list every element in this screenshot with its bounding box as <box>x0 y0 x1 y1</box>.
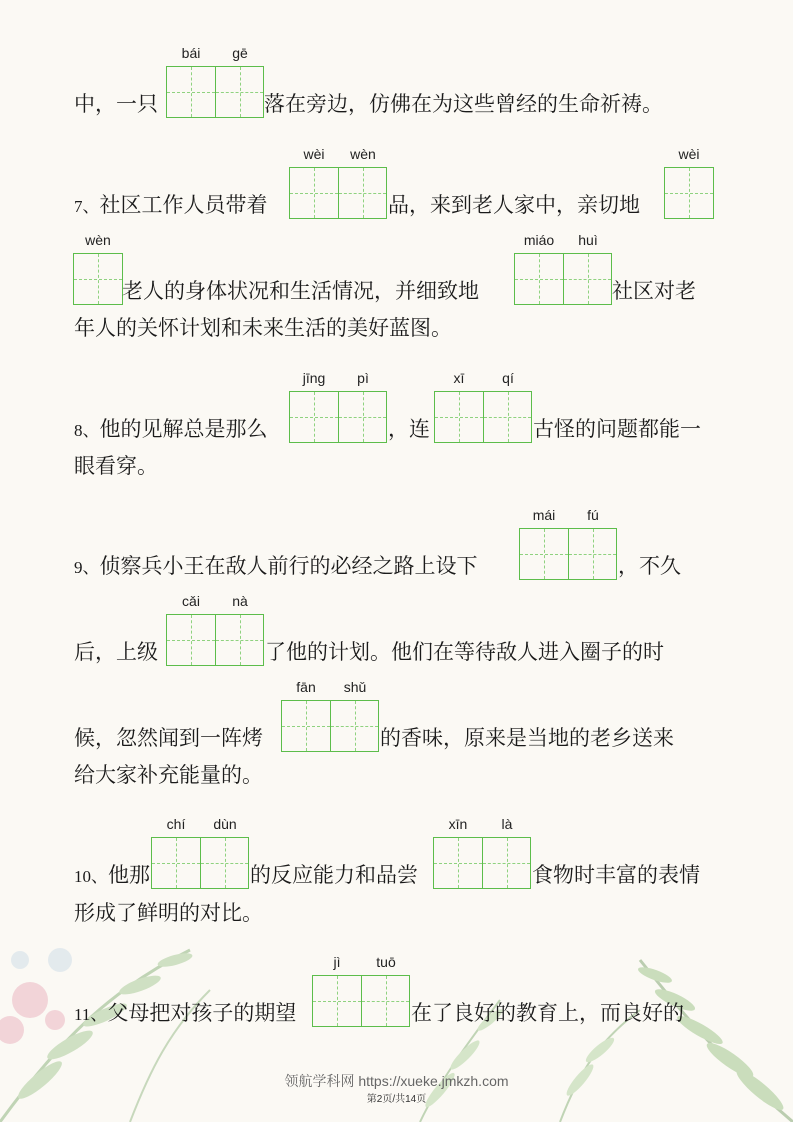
question-number: 9、 <box>74 558 100 577</box>
char-cell[interactable] <box>167 45 215 117</box>
char-cell[interactable] <box>215 593 263 665</box>
pinyin-label: qí <box>502 370 514 386</box>
answer-grid-mai-fu[interactable] <box>519 507 617 580</box>
sentence-text: 候，忽然闻到一阵烤 <box>74 726 263 750</box>
char-cell[interactable] <box>515 232 563 304</box>
sentence-text: 社区工作人员带着 <box>99 193 268 217</box>
char-cell[interactable] <box>200 816 248 888</box>
pinyin-label: huì <box>578 232 598 248</box>
sentence-text: 眼看穿。 <box>74 454 158 478</box>
sentence-text: 社区对老 <box>612 279 696 303</box>
sentence-text: ，不久 <box>618 554 681 578</box>
question-number: 10、 <box>74 867 108 886</box>
pinyin-label: wèn <box>350 146 376 162</box>
question-number: 11、 <box>74 1005 108 1024</box>
sentence-text: 父母把对孩子的期望 <box>107 1001 297 1025</box>
sentence-text: 的反应能力和品尝 <box>250 863 418 887</box>
char-cell[interactable] <box>520 507 568 579</box>
sentence-text: 年人的关怀计划和未来生活的美好蓝图。 <box>74 316 452 340</box>
char-cell[interactable] <box>330 679 378 751</box>
pinyin-label: fān <box>296 679 316 695</box>
question-11-line-1 <box>74 998 296 1030</box>
sentence-text: 的香味，原来是当地的老乡送来 <box>380 726 674 750</box>
char-cell[interactable] <box>313 954 361 1026</box>
pinyin-label: dùn <box>213 816 237 832</box>
pinyin-label: bái <box>181 45 201 61</box>
char-cell[interactable] <box>215 45 263 117</box>
answer-grid-wei-wen[interactable] <box>289 146 387 219</box>
char-cell[interactable] <box>338 146 386 218</box>
pinyin-label: cǎi <box>182 593 200 609</box>
answer-grid-miao-hui[interactable] <box>514 232 612 305</box>
sentence-text: 他的见解总是那么 <box>99 417 268 441</box>
pinyin-label: xī <box>453 370 465 386</box>
pinyin-label: chí <box>166 816 186 832</box>
question-number: 7、 <box>74 197 100 216</box>
char-cell[interactable] <box>435 370 483 442</box>
char-cell[interactable] <box>434 816 482 888</box>
answer-grid-jing-pi[interactable] <box>289 370 387 443</box>
answer-grid-xin-la[interactable] <box>433 816 531 889</box>
pinyin-label: wèi <box>303 146 325 162</box>
char-cell[interactable] <box>152 816 200 888</box>
sentence-text: 形成了鲜明的对比。 <box>74 901 263 925</box>
sentence-text: 中，一只 <box>74 92 158 116</box>
pinyin-label: pì <box>357 370 369 386</box>
pinyin-label: mái <box>532 507 556 523</box>
char-cell[interactable] <box>483 370 531 442</box>
pinyin-label: wèi <box>678 146 700 162</box>
sentence-text: 古怪的问题都能一 <box>533 417 701 441</box>
sentence-text: 他那 <box>108 863 150 887</box>
char-cell[interactable] <box>290 370 338 442</box>
pinyin-label: jīng <box>302 370 326 386</box>
sentence-text: 老人的身体状况和生活情况，并细致地 <box>122 279 479 303</box>
question-9-line-1 <box>74 551 478 583</box>
answer-grid-bai-ge[interactable] <box>166 45 264 118</box>
char-cell[interactable] <box>482 816 530 888</box>
question-10-line-1 <box>74 860 150 892</box>
answer-grid-wen[interactable] <box>73 232 123 305</box>
answer-grid-fan-shu[interactable] <box>281 679 379 752</box>
char-cell[interactable] <box>167 593 215 665</box>
sentence-text: 给大家补充能量的。 <box>74 763 263 787</box>
question-8-line-1 <box>74 414 268 446</box>
char-cell[interactable] <box>282 679 330 751</box>
answer-grid-chi-dun[interactable] <box>151 816 249 889</box>
pinyin-label: jì <box>333 954 341 970</box>
sentence-text: 了他的计划。他们在等待敌人进入圈子的时 <box>265 640 664 664</box>
question-7-line-1 <box>74 190 268 222</box>
sentence-text: 侦察兵小王在敌人前行的必经之路上设下 <box>99 554 478 578</box>
pinyin-label: nà <box>232 593 248 609</box>
pinyin-label: xīn <box>448 816 468 832</box>
pinyin-label: gē <box>232 45 248 61</box>
sentence-text: 食物时丰富的表情 <box>532 863 700 887</box>
sentence-text: 在了良好的教育上，而良好的 <box>411 1001 684 1025</box>
answer-grid-wei[interactable] <box>664 146 714 219</box>
char-cell[interactable] <box>338 370 386 442</box>
pinyin-label: fú <box>587 507 599 523</box>
watermark-text: 领航学科网 https://xueke.jmkzh.com <box>284 1073 509 1089</box>
sentence-text: 品，来到老人家中，亲切地 <box>388 193 640 217</box>
sentence-text: 落在旁边，仿佛在为这些曾经的生命祈祷。 <box>264 92 663 116</box>
page-number: 第2页/共14页 <box>366 1094 427 1105</box>
char-cell[interactable] <box>361 954 409 1026</box>
char-cell[interactable] <box>563 232 611 304</box>
pinyin-label: tuō <box>376 954 396 970</box>
pinyin-label: shǔ <box>343 679 367 695</box>
pinyin-label: miáo <box>523 232 555 248</box>
answer-grid-xi-qi[interactable] <box>434 370 532 443</box>
pinyin-label: wèn <box>85 232 111 248</box>
answer-grid-ji-tuo[interactable] <box>312 954 410 1027</box>
char-cell[interactable] <box>665 146 713 218</box>
char-cell[interactable] <box>74 232 122 304</box>
char-cell[interactable] <box>290 146 338 218</box>
char-cell[interactable] <box>568 507 616 579</box>
sentence-text: ，连 <box>388 417 430 441</box>
pinyin-label: là <box>501 816 513 832</box>
answer-grid-cai-na[interactable] <box>166 593 264 666</box>
sentence-text: 后，上级 <box>74 640 158 664</box>
question-number: 8、 <box>74 421 100 440</box>
